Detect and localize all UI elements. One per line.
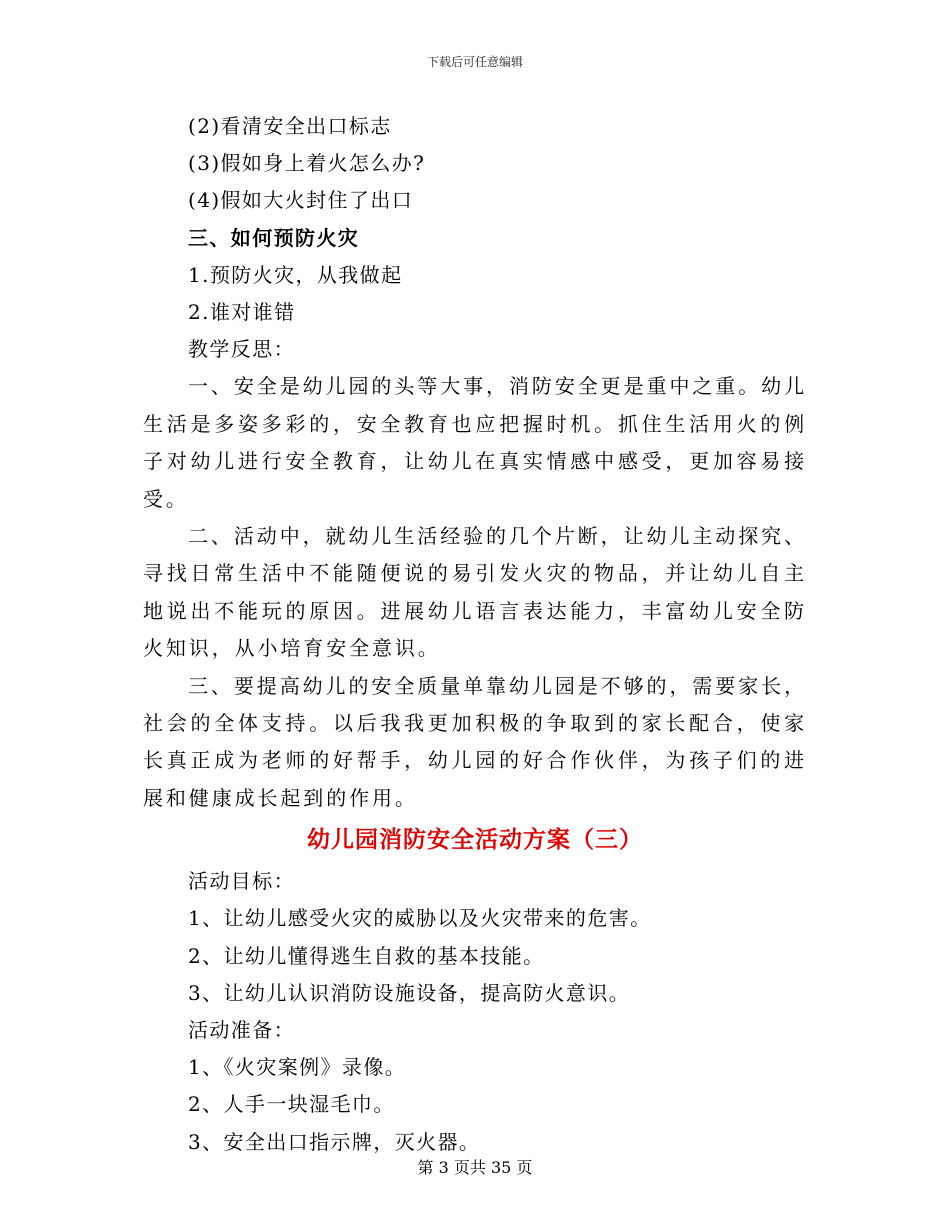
list-item: 2.谁对谁错 bbox=[188, 299, 296, 324]
reflection-paragraph: 一、安全是幼儿园的头等大事，消防安全更是重中之重。幼儿生活是多姿多彩的，安全教育也应把握时机。抓住生活用火的例子对幼儿进行安全教育，让幼儿在真实情感中感受，更加容易接受。 bbox=[143, 374, 807, 511]
list-item: 1.预防火灾，从我做起 bbox=[188, 262, 403, 287]
list-item: 3、让幼儿认识消防设施设备，提高防火意识。 bbox=[188, 980, 631, 1005]
document-body bbox=[143, 108, 807, 1161]
reflection-label: 教学反思： bbox=[188, 337, 295, 362]
page-header: 下载后可任意编辑 bbox=[426, 55, 523, 69]
list-item: (2)看清安全出口标志 bbox=[188, 114, 392, 138]
section-heading: 三、如何预防火灾 bbox=[188, 225, 360, 250]
plan-title: 幼儿园消防安全活动方案（三） bbox=[307, 826, 643, 854]
list-item: 1、《火灾案例》录像。 bbox=[188, 1055, 407, 1080]
page-footer: 第 3 页共 35 页 bbox=[417, 1158, 533, 1177]
list-item: 2、人手一块湿毛巾。 bbox=[188, 1092, 395, 1117]
goals-label: 活动目标： bbox=[188, 869, 295, 894]
list-item: (4)假如大火封住了出口 bbox=[188, 188, 414, 213]
list-item: 2、让幼儿懂得逃生自救的基本技能。 bbox=[188, 943, 545, 968]
list-item: 1、让幼儿感受火灾的威胁以及火灾带来的危害。 bbox=[188, 906, 652, 931]
list-item: (3)假如身上着火怎么办? bbox=[188, 151, 426, 176]
reflection-paragraph: 三、要提高幼儿的安全质量单靠幼儿园是不够的，需要家长，社会的全体支持。以后我我更加积极的争取到的家长配合，使家长真正成为老师的好帮手，幼儿园的好合作伙伴，为孩子们的进展和健康成长起到的作用。 bbox=[143, 673, 807, 810]
prep-label: 活动准备： bbox=[188, 1017, 295, 1042]
list-item: 3、安全出口指示牌，灭火器。 bbox=[188, 1129, 481, 1154]
reflection-paragraph: 二、活动中，就幼儿生活经验的几个片断，让幼儿主动探究、寻找日常生活中不能随便说的易引发火灾的物品，并让幼儿自主地说出不能玩的原因。进展幼儿语言表达能力，丰富幼儿安全防火知识，从小培育安全意识。 bbox=[143, 523, 807, 661]
